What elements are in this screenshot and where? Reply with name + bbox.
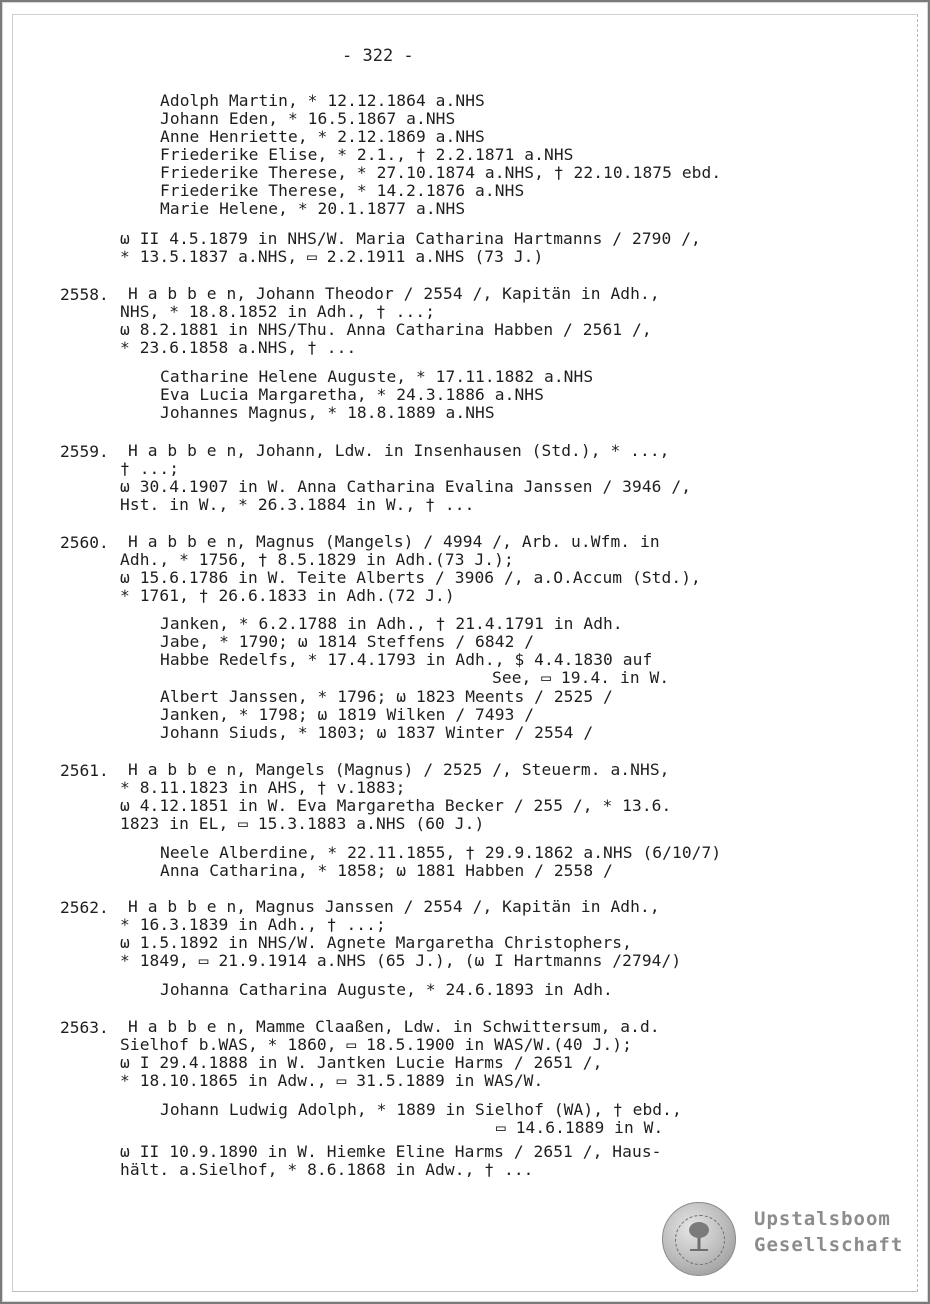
entry-line: Adh., * 1756, † 8.5.1829 in Adh.(73 J.); <box>120 550 514 569</box>
entry-head-line: H a b b e n, Johann Theodor / 2554 /, Kapitän in Adh., <box>128 284 660 303</box>
entry-line: Sielhof b.WAS, * 1860, ▭ 18.5.1900 in WAS/W.(40 J.); <box>120 1035 632 1054</box>
entry-number: 2559. <box>60 442 109 461</box>
child-line: Neele Alberdine, * 22.11.1855, † 29.9.1862 a.NHS (6/10/7) <box>160 843 722 862</box>
marriage-line: ω II 4.5.1879 in NHS/W. Maria Catharina Hartmanns / 2790 /, <box>120 229 701 248</box>
entry-head-line: H a b b e n, Magnus (Mangels) / 4994 /, Arb. u.Wfm. in <box>128 532 660 551</box>
child-line: Friederike Therese, * 14.2.1876 a.NHS <box>160 181 525 200</box>
child-line: Janken, * 1798; ω 1819 Wilken / 7493 / <box>160 705 535 724</box>
entry-line: * 1849, ▭ 21.9.1914 a.NHS (65 J.), (ω I Hartmanns /2794/) <box>120 951 682 970</box>
entry-line: † ...; <box>120 459 180 478</box>
entry-head-line: H a b b e n, Mangels (Magnus) / 2525 /, Steuerm. a.NHS, <box>128 760 670 779</box>
child-line: Anna Catharina, * 1858; ω 1881 Habben / 2558 / <box>160 861 613 880</box>
child-line: Jabe, * 1790; ω 1814 Steffens / 6842 / <box>160 632 535 651</box>
entry-line: hält. a.Sielhof, * 8.6.1868 in Adw., † ... <box>120 1160 534 1179</box>
upstalsboom-logo <box>662 1202 912 1282</box>
child-line: Catharine Helene Auguste, * 17.11.1882 a.NHS <box>160 367 594 386</box>
marriage-line: * 13.5.1837 a.NHS, ▭ 2.2.1911 a.NHS (73 J.) <box>120 247 544 266</box>
child-line: Johann Eden, * 16.5.1867 a.NHS <box>160 109 456 128</box>
entry-line: Hst. in W., * 26.3.1884 in W., † ... <box>120 495 475 514</box>
child-line: Johanna Catharina Auguste, * 24.6.1893 in Adh. <box>160 980 613 999</box>
entry-line: NHS, * 18.8.1852 in Adh., † ...; <box>120 302 436 321</box>
entry-number: 2558. <box>60 285 109 304</box>
child-line: Albert Janssen, * 1796; ω 1823 Meents / 2525 / <box>160 687 613 706</box>
child-line: ▭ 14.6.1889 in W. <box>496 1118 664 1137</box>
marriage-line: ω I 29.4.1888 in W. Jantken Lucie Harms / 2651 /, <box>120 1053 603 1072</box>
marriage-line: ω 15.6.1786 in W. Teite Alberts / 3906 /, a.O.Accum (Std.), <box>120 568 701 587</box>
child-line: Anne Henriette, * 2.12.1869 a.NHS <box>160 127 485 146</box>
child-line: Friederike Elise, * 2.1., † 2.2.1871 a.NHS <box>160 145 574 164</box>
child-line: Adolph Martin, * 12.12.1864 a.NHS <box>160 91 485 110</box>
entry-head-line: H a b b e n, Magnus Janssen / 2554 /, Kapitän in Adh., <box>128 897 660 916</box>
entry-number: 2562. <box>60 898 109 917</box>
child-line: See, ▭ 19.4. in W. <box>492 668 670 687</box>
entry-head-line: H a b b e n, Johann, Ldw. in Insenhausen (Std.), * ..., <box>128 441 670 460</box>
upstalsboom-seal-icon <box>662 1202 736 1276</box>
child-line: Friederike Therese, * 27.10.1874 a.NHS, † 22.10.1875 ebd. <box>160 163 722 182</box>
entry-number: 2563. <box>60 1018 109 1037</box>
entry-line: * 8.11.1823 in AHS, † v.1883; <box>120 778 406 797</box>
entry-line: * 16.3.1839 in Adh., † ...; <box>120 915 386 934</box>
page-number: - 322 - <box>342 46 414 66</box>
child-line: Eva Lucia Margaretha, * 24.3.1886 a.NHS <box>160 385 544 404</box>
marriage-line: ω 30.4.1907 in W. Anna Catharina Evalina Janssen / 3946 /, <box>120 477 692 496</box>
marriage-line: ω 1.5.1892 in NHS/W. Agnete Margaretha Christophers, <box>120 933 632 952</box>
child-line: Habbe Redelfs, * 17.4.1793 in Adh., $ 4.4.1830 auf <box>160 650 653 669</box>
logo-line-1: Upstalsboom <box>754 1208 891 1230</box>
child-line: Johann Siuds, * 1803; ω 1837 Winter / 2554 / <box>160 723 594 742</box>
entry-number: 2561. <box>60 761 109 780</box>
entry-head-line: H a b b e n, Mamme Claaßen, Ldw. in Schwittersum, a.d. <box>128 1017 660 1036</box>
child-line: Johann Ludwig Adolph, * 1889 in Sielhof (WA), † ebd., <box>160 1100 682 1119</box>
child-line: Johannes Magnus, * 18.8.1889 a.NHS <box>160 403 495 422</box>
marriage-line: ω 8.2.1881 in NHS/Thu. Anna Catharina Habben / 2561 /, <box>120 320 652 339</box>
marriage-line: ω 4.12.1851 in W. Eva Margaretha Becker / 255 /, * 13.6. <box>120 796 672 815</box>
entry-line: 1823 in EL, ▭ 15.3.1883 a.NHS (60 J.) <box>120 814 485 833</box>
entry-line: * 1761, † 26.6.1833 in Adh.(72 J.) <box>120 586 455 605</box>
child-line: Marie Helene, * 20.1.1877 a.NHS <box>160 199 466 218</box>
logo-line-2: Gesellschaft <box>754 1234 904 1256</box>
entry-number: 2560. <box>60 533 109 552</box>
child-line: Janken, * 6.2.1788 in Adh., † 21.4.1791 in Adh. <box>160 614 623 633</box>
marriage-line: ω II 10.9.1890 in W. Hiemke Eline Harms / 2651 /, Haus- <box>120 1142 662 1161</box>
entry-line: * 18.10.1865 in Adw., ▭ 31.5.1889 in WAS/W. <box>120 1071 544 1090</box>
entry-line: * 23.6.1858 a.NHS, † ... <box>120 338 357 357</box>
